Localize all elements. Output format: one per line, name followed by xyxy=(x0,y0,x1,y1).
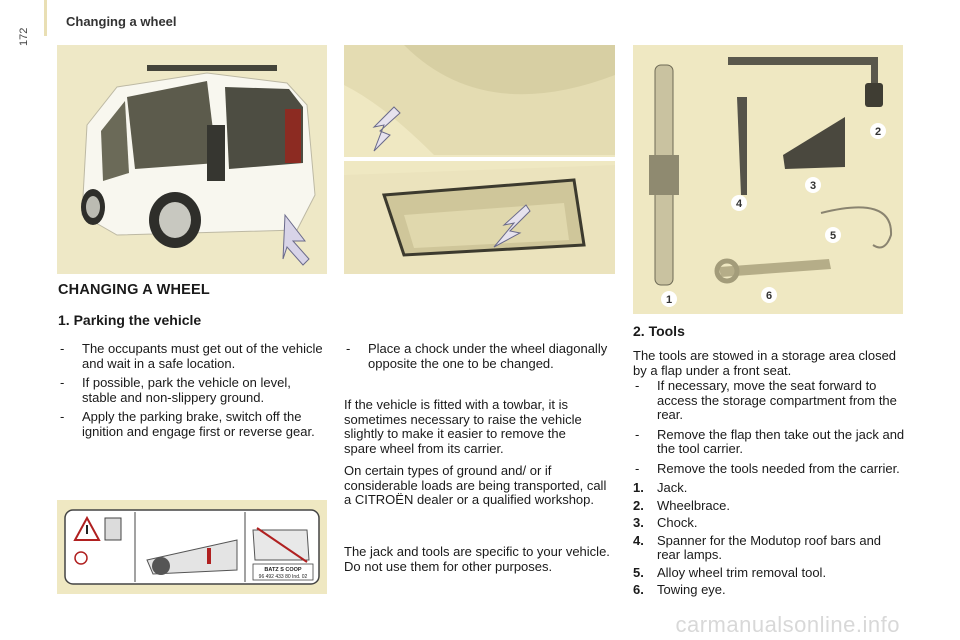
tool-item: 1. Jack. xyxy=(633,480,688,495)
tool-item: 4. Spanner for the Modutop roof bars and rear lamps. xyxy=(633,532,882,562)
header-accent-bar xyxy=(44,0,47,36)
tools-intro: The tools are stowed in a storage area closed by a flap under a front seat. xyxy=(633,348,897,378)
tool-item: 5. Alloy wheel trim removal tool. xyxy=(633,564,827,580)
tools-image xyxy=(633,45,903,314)
tool-item: 2. Wheelbrace. xyxy=(633,497,730,513)
towbar-paragraph: If the vehicle is fitted with a towbar, it is sometimes necessary to raise the vehicle slightly to make it easier to remove the spare wheel from its carrier. xyxy=(344,397,582,456)
tool-item: 6. Towing eye. xyxy=(633,582,726,597)
tools-steps-list xyxy=(633,379,907,481)
tools-heading: 2. Tools xyxy=(633,323,685,339)
tool-item: 3. Chock. xyxy=(633,515,698,530)
seat-storage-image xyxy=(344,45,615,274)
sticker-ref-text: 96 492 433 80 Ind. 02 xyxy=(258,574,308,580)
ground-paragraph: On certain types of ground and/ or if considerable loads are being transported, call a CITROËN dealer or a qualified workshop. xyxy=(344,463,607,507)
callout-4: 4 xyxy=(736,198,743,210)
page-number: 172 xyxy=(18,27,30,46)
specific-tools-paragraph: The jack and tools are specific to your vehicle. Do not use them for other purposes. xyxy=(344,544,610,574)
tools-step: - If necessary, move the seat forward to access the storage compartment from the rear. xyxy=(633,379,907,423)
vehicle-rear-image xyxy=(57,45,327,274)
page-header-title: Changing a wheel xyxy=(66,14,177,29)
callout-6: 6 xyxy=(766,290,773,302)
callout-1: 1 xyxy=(666,294,673,306)
tools-step: - Remove the flap then take out the jack and the tool carrier. xyxy=(633,428,907,457)
parking-step: - The occupants must get out of the vehicle and wait in a safe location. xyxy=(58,342,328,371)
parking-step: - Apply the parking brake, switch off the ignition and engage first or reverse gear. xyxy=(58,410,328,439)
chock-step-list xyxy=(344,342,612,376)
parking-steps-list xyxy=(58,342,328,444)
footer-watermark: carmanualsonline.info xyxy=(675,612,900,637)
callout-5: 5 xyxy=(830,230,837,242)
chock-step: - Place a chock under the wheel diagonally opposite the one to be changed. xyxy=(344,342,612,371)
callout-2: 2 xyxy=(875,126,882,138)
callout-3: 3 xyxy=(810,180,817,192)
jack-label-sticker-image xyxy=(57,500,327,594)
parking-heading: 1. Parking the vehicle xyxy=(58,312,202,328)
tools-step: - Remove the tools needed from the carrier. xyxy=(633,462,907,477)
sticker-brand-text: BATZ S COOP xyxy=(264,567,302,573)
tools-numbered-list xyxy=(633,481,903,601)
parking-step: - If possible, park the vehicle on level, stable and non-slippery ground. xyxy=(58,376,328,405)
section-title: CHANGING A WHEEL xyxy=(58,282,210,298)
